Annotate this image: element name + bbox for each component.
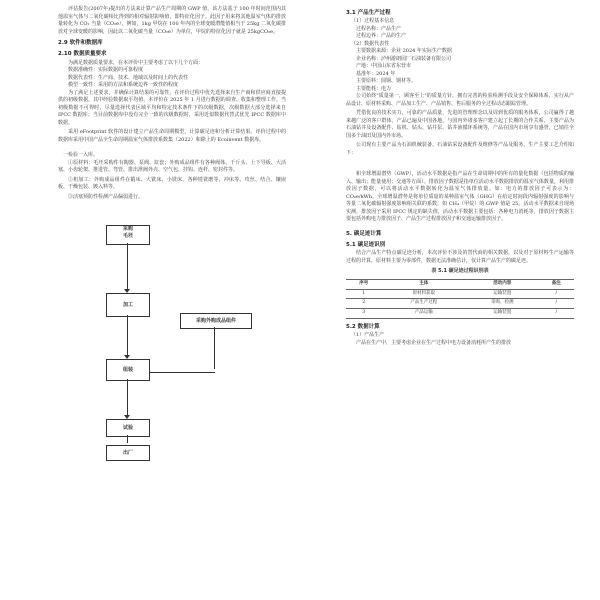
table-header: 备注 <box>538 279 574 289</box>
flow-arrow <box>149 372 215 373</box>
section-heading-calc-sub: 5.1 碳足迹识别 <box>346 242 386 248</box>
table-row <box>346 299 574 309</box>
quality-item: 模型一致性：采用的方法和系统边界一致性的程度 <box>68 82 179 88</box>
gwp-paragraph: 和全球增温潜势（GWP），活动水平数据是指产品在生命周期中的所有的量化数据（包括物质的输入、输出；能量使用；交通等方面）。排放因子数据是指单位活动水平数据排放的温室气体数量，利用排放因子数据，可以将活动水平数据转化为温室气体排放量。如：电力的排放因子可表示为：CO₂e/kWh。全球增温潜势是将单位质量的某种温室气体（GHG）在给定时间段内辐射强度的影响与等量二氧化碳辐射强度影响相关联的系数，如 CH₄（甲烷）的 GWP 值是 25。活动水平数据来自现场实测，排放因子采用 IPCC 规定的缺失值，活动水平数据主要包括：各种电力消耗等，排放因子数据主要包括外购电力排放因子、产品生产过程排放因子和交通运输排放因子。 <box>346 171 574 223</box>
flow-step-testing: 试验 <box>106 419 150 437</box>
body-paragraph: 采用 eFootprint 软件的设计建立产品生命周期模型，计算碳足迹和分析计算结果。评价过程中的数据库采用中国产品全生命周期温室气体排放系数集（2022）和除上的 Ecoinvent 数据库。 <box>58 129 286 143</box>
data-rep-row: 产地：中国山东省东营市 <box>356 63 412 70</box>
table-cell: 3 <box>346 309 381 319</box>
data-sub-title: （1）产品生产 <box>351 332 385 338</box>
table-row <box>346 309 574 319</box>
flow-step-outsourced-parts: 采购外购成品组件 <box>180 313 252 329</box>
process-table <box>346 279 574 319</box>
left-column <box>58 6 286 460</box>
data-rep-title: （2）数据代表性 <box>351 40 390 47</box>
process-intro: 一检验一入库。 <box>63 152 99 158</box>
flow-step-assembly: 组装 <box>106 359 150 381</box>
process-step: ③活塞预防性检测产品偏弱进行。 <box>68 193 144 200</box>
process-step: ①原材料：毛坯采购件有陶器、泵阀、缸套；外购成品组件有各种阀体、千斤头、上下导板、大活塞、小齿轮架、推进管、弯管、排出泄阀外壳、空气包、挂钩、连杆、密封件等。 <box>58 159 286 173</box>
section-heading-data: 5.2 数据计算 <box>346 323 380 330</box>
table-cell: 2 <box>346 299 381 309</box>
table-row <box>346 289 574 299</box>
flow-arrow <box>214 327 215 369</box>
flow-step-machining: 加工 <box>106 293 150 317</box>
quality-intro: 为满足数据质量要求，在本评价中主要考虑了以下几个方面： <box>68 59 204 66</box>
flow-arrow <box>127 379 128 415</box>
table-header: 活动内容 <box>466 279 538 289</box>
flow-arrow <box>127 315 128 355</box>
section-heading-quality: 2.10 数据质量要求 <box>58 51 107 58</box>
table-cell: 产品运输 <box>381 309 466 319</box>
data-rep-row: 企业名称：泸州游朗园厂石油装备有限公司 <box>356 55 452 62</box>
calc-paragraph: 结合产品生产特点碳足迹分析，本次评价不涉及的替代商的相关数据，以及对于原材料生产运输等过程的计算，原材料主要为零部件，数据无法准确估计，仅计算产品生产的碳足迹。 <box>346 250 574 264</box>
data-rep-row: 主要原料：圆钢、钢材等。 <box>356 78 417 85</box>
data-last-paragraph: 产品在生产中，主要考虑企业在生产过程中电力设备消耗所产生的排放 <box>356 339 512 346</box>
process-flow-diagram <box>58 205 286 460</box>
data-rep-row: 主要数据来源：企业 2024 年实际生产数据 <box>356 48 452 55</box>
section-heading-software: 2.9 软件和数据库 <box>58 40 103 46</box>
table-cell: 采购、检测 <box>466 299 538 309</box>
process-step: ②机加工：外购成品组件在锻床、大铣床、小铣床、各种镗铣磨等、冲床等、攻丝、结合、镶嵌板、干燥包装、镀入料等。 <box>58 176 286 190</box>
company-paragraph: 凭借优良的技术实力，可靠的产品质量，先进的管理理念以及周到优质的服务体系，公司赢得了越来越广泛的客户群体，产品已遍及中国各地，与国内外诸多客户建立起了长期的合作关系，主要产品为石油钻井及设备配件、钻机、钻头、钻井泵、钻井液循环系统等，产品在国内市场享有盛誉，已销往全国多个油田及国内外市场。 <box>346 110 574 139</box>
data-rep-row: 基准年：2024 年 <box>356 70 396 77</box>
flow-step-purchase: 采购 毛坯 <box>106 225 150 245</box>
table-cell: 运输装置 <box>466 309 538 319</box>
section-heading-calc: 5. 碳足迹计算 <box>346 230 382 237</box>
table-caption: 表 5.1 碳足迹过程识别表 <box>431 268 489 275</box>
base-info-title: （1）过程基本信息 <box>351 18 395 25</box>
table-cell: 运输装置 <box>466 289 538 299</box>
base-info-row: 过程边界：产品的生产 <box>356 33 407 40</box>
company-paragraph: 公司现有主要产品为石油机械装备、石油钻采设备配件及维修等产品及服务。生产主要工艺介绍如下： <box>346 142 574 156</box>
flow-arrow <box>127 435 128 443</box>
quality-item: 数据代表性：生产商、技术、地域以及时间上的代表性 <box>68 74 189 81</box>
body-paragraph: 为了满足上述要求，并确保计算结果的可靠性，在评价过程中优先选择来自生产商和供应商直接提供的初级数据，其中经验数据取平均值，本评价在 2025 年 1 月进行数据的调查、收集和整理工作。当初级数据不可得时，尽量选择代表区域平均和特定技术条件下的次级数据，次级数据大部分选择来自 IPCC 数据库；当目前数据库中没有完全一致的次级数据时，采用近似数据代替式优先 IPCC 数据库中数据。 <box>58 89 286 126</box>
table-header: 序号 <box>346 279 381 289</box>
intro-paragraph: 评估报告(2007年)提出的方法来计算产品生产周期的 GWP 值，该方法基于 100 年时间范围内其他温室气体与二氧化碳相比得到的相对辐射影响值，即特征化因子。此因子用来将其他温室气体的排放量转化为 CO₂ 当量（CO₂e），例如，1kg 甲烷在 100 年内的全球变暖潜能值相当于 25kg 二氧化碳排放对全球变暖的影响，因此以二氧化碳当量（CO₂e）为单位，甲烷的特征化因子就是 25kgCO₂e。 <box>58 6 286 35</box>
flow-step-shipment: 出厂 <box>106 445 150 461</box>
flow-arrow <box>127 243 128 289</box>
base-info-row: 过程名称：产品生产 <box>356 25 402 32</box>
data-rep-row: 主要能耗：电力 <box>356 85 392 92</box>
table-cell: 1 <box>346 289 381 299</box>
section-heading-production: 3.1 产品生产过程 <box>346 10 391 16</box>
company-paragraph: 公司始终"质量第一，顾客至上"的质量方针，拥有完善的检验检测手段及安全保障体系，实行从产品设计、原材料采购、产品加工生产、产品销售、售后服务的全过程动态跟踪管理。 <box>346 93 574 107</box>
table-cell: / <box>538 309 574 319</box>
table-cell: 原材料获取 <box>381 289 466 299</box>
table-cell: / <box>538 299 574 309</box>
quality-item: 数据准确性：实际数据的可靠程度 <box>68 67 144 73</box>
table-cell: / <box>538 289 574 299</box>
right-column <box>346 6 574 349</box>
table-cell: 产品生产过程 <box>381 299 466 309</box>
table-header: 主体 <box>381 279 466 289</box>
